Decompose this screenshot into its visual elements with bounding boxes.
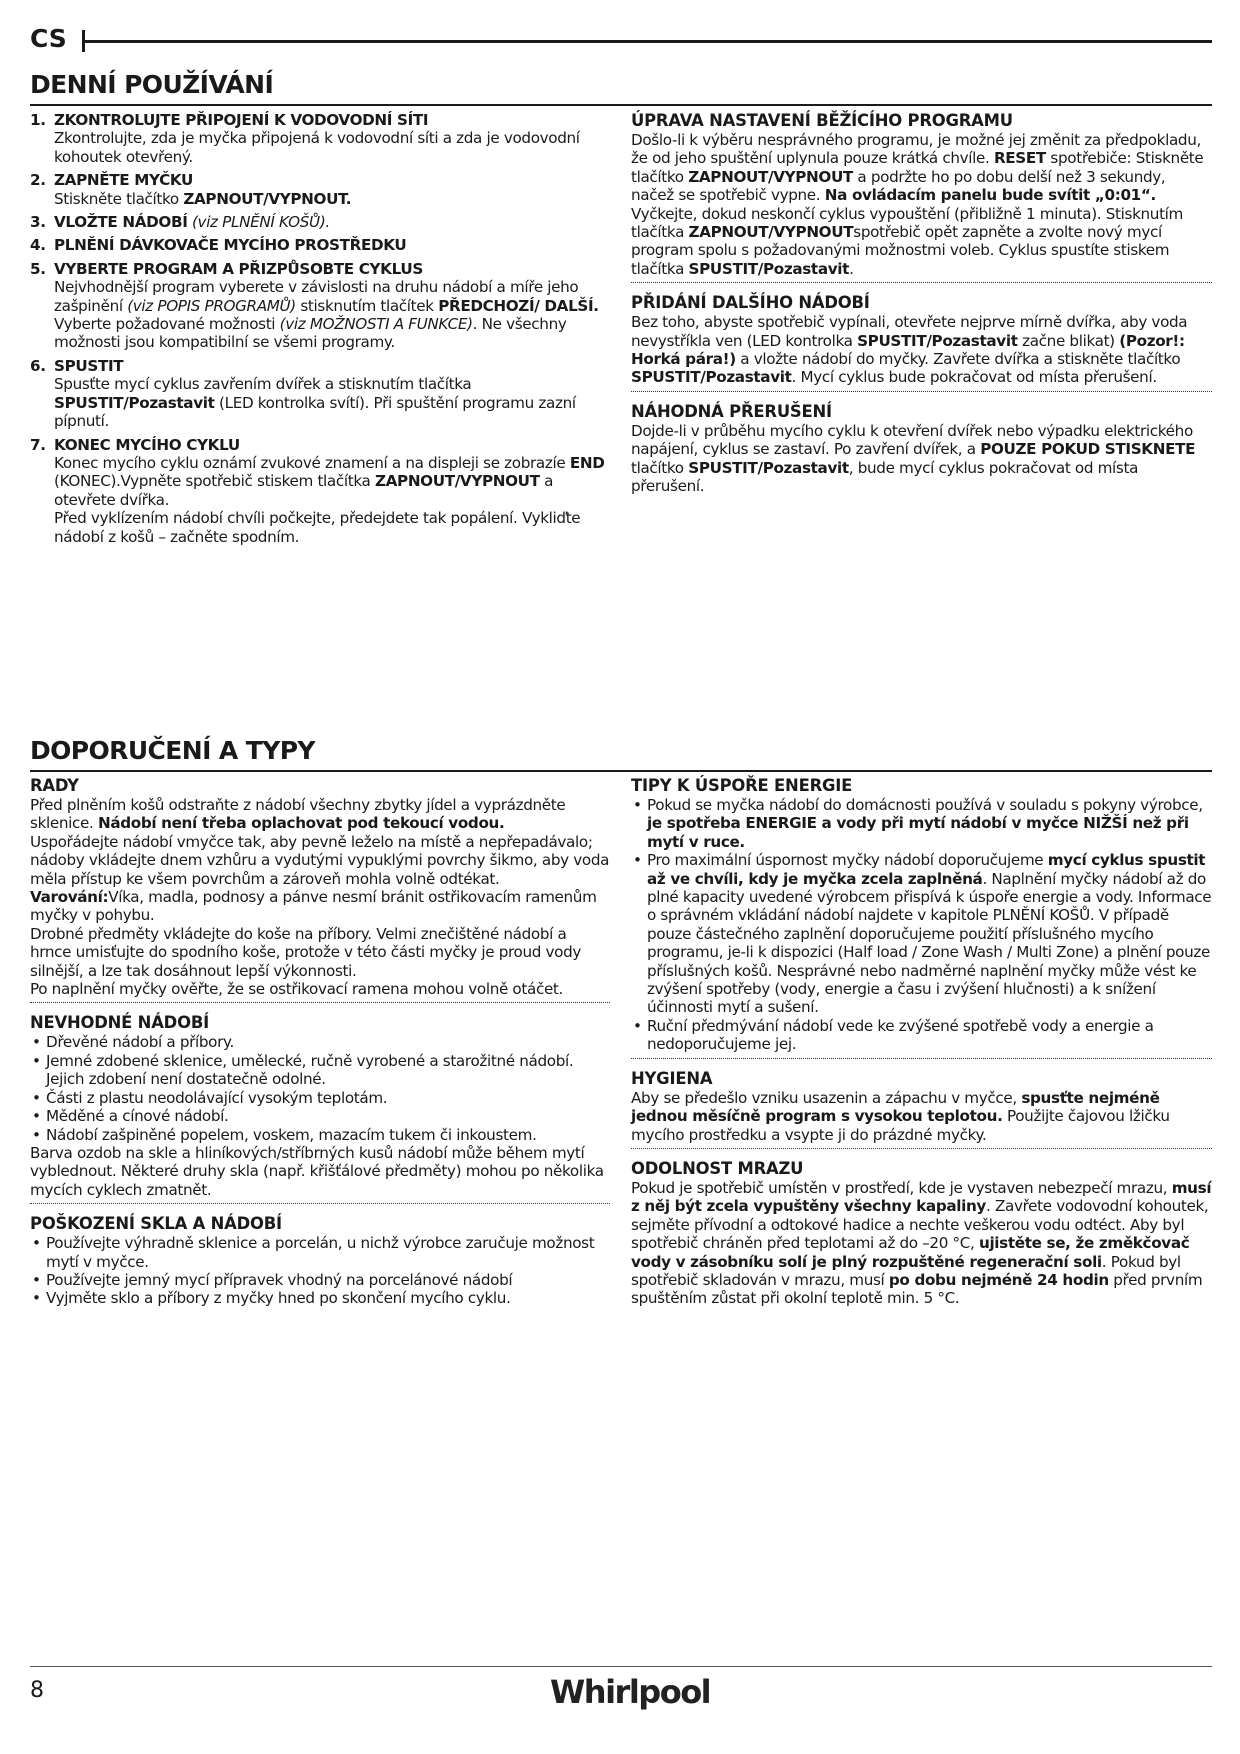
unsuitable-section: NEVHODNÉ NÁDOBÍ • Dřevěné nádobí a příbory. • Jemné zdobené sklenice, umělecké, ručně vyrobené a starožitné nádobí. Jejich zdobení není dostatečně odolné. • Části z plastu neodolávající vysokým teplotám. • Měděné a cínové nádobí. • Nádobí zašpiněné popelem, voskem, mazacím tukem či inkoustem. Barva ozdob na skle a hliníkových/stříbrných kusů nádobí může během mytí vyblednout. Některé druhy skla (např. křišťálové předměty) mohou po několika mycích cyklech zmatnět.: [30, 1013, 610, 1199]
tips-left-column: [30, 776, 610, 1308]
dotted-separator: [30, 1203, 610, 1204]
brand-logo: Whirlpool: [550, 1673, 711, 1711]
header-rule: [84, 40, 1212, 43]
list-item: • Pro maximální úspornost myčky nádobí doporučujeme mycí cyklus spustit až ve chvíli, kdy je myčka zcela zaplněná. Naplnění myčky nádobí až do plné kapacity uvedené výrobcem přispívá k úspoře energie a vody. Informace o správném vkládání nádobí najdete v kapitole PLNĚNÍ KOŠŮ. V případě pouze částečného zaplnění doporučujeme použití příslušného mycího programu, je-li k dispozici (Half load / Zone Wash / Multi Zone) a plnění pouze příslušných košů. Nesprávné nebo nadměrné naplnění myčky může vést ke zvýšení spotřeby (vody, energie a času i zvýšení hlučnosti) a k snížení účinnosti mytí a sušení.: [631, 851, 1212, 1017]
section-rule: [30, 104, 1212, 106]
damage-section: [30, 1214, 610, 1308]
advice-title: RADY: [30, 776, 79, 795]
section-title-tips: DOPORUČENÍ A TYPY: [30, 736, 315, 765]
step-4: 4. PLNĚNÍ DÁVKOVAČE MYCÍHO PROSTŘEDKU: [30, 236, 407, 255]
list-item: • Pokud se myčka nádobí do domácnosti používá v souladu s pokyny výrobce, je spotřeba ENERGIE a vody při mytí nádobí v myčce NIŽŠÍ než při mytí v ruce.: [631, 796, 1212, 851]
frost-section: ODOLNOST MRAZU Pokud je spotřebič umístěn v prostředí, kde je vystaven nebezpečí mrazu, musí z něj být zcela vypuštěny všechny kapaliny. Zavřete vodovodní kohoutek, sejměte přívodní a odtokové hadice a nechte veškerou vodu odtéct. Aby byl spotřebič chráněn před teplotami až do –20 °C, ujistěte se, že změkčovač vody v zásobníku solí je plný rozpuštěné regenerační soli. Pokud byl spotřebič skladován v mrazu, musí po dobu nejméně 24 hodin před prvním spuštěním zůstat při okolní teplotě min. 5 °C.: [631, 1158, 1212, 1308]
step-2: 2. ZAPNĚTE MYČKU Stiskněte tlačítko ZAPNOUT/VYPNOUT.: [30, 171, 352, 208]
energy-section: [631, 776, 1212, 1054]
hygiene-title: HYGIENA: [631, 1068, 713, 1088]
frost-title: ODOLNOST MRAZU: [631, 1158, 804, 1178]
interruptions-section: [631, 402, 1212, 496]
list-item: • Ruční předmývání nádobí vede ke zvýšené spotřebě vody a energie a nedoporučujeme jej.: [631, 1017, 1212, 1054]
daily-use-steps: [30, 111, 610, 551]
energy-title: TIPY K ÚSPOŘE ENERGIE: [631, 776, 853, 795]
step-6: 6. SPUSTIT Spusťte mycí cyklus zavřením dvířek a stisknutím tlačítka SPUSTIT/Pozastavit (LED kontrolka svítí). Při spuštění programu zazní pípnutí.: [30, 356, 576, 431]
section-title-daily-use: DENNÍ POUŽÍVÁNÍ: [30, 70, 274, 99]
running-program-title: ÚPRAVA NASTAVENÍ BĚŽÍCÍHO PROGRAMU: [631, 111, 1013, 130]
page-number: 8: [30, 1678, 44, 1703]
dotted-separator: [631, 1148, 1212, 1149]
language-code: CS: [30, 24, 67, 53]
running-program-text: Došlo-li k výběru nesprávného programu, je možné jej změnit za předpokladu, že od jeho spuštění uplynula pouze krátká chvíle. RESET spotřebiče: Stiskněte tlačítko ZAPNOUT/VYPNOUT a podržte ho po dobu delší než 3 sekundy, načež se spotřebič vypne. Na ovládacím panelu bude svítit „0:01“. Vyčkejte, dokud neskončí cyklus vypouštění (přibližně 1 minuta). Stisknutím tlačítka ZAPNOUT/VYPNOUTspotřebič opět zapněte a zvolte nový mycí program spolu s požadovanými možnostmi voleb. Cyklus spustíte stiskem tlačítka SPUSTIT/Pozastavit.: [631, 131, 1204, 278]
dotted-separator: [631, 391, 1212, 392]
dotted-separator: [631, 282, 1212, 283]
dotted-separator: [30, 1002, 610, 1003]
daily-use-right-column: [631, 111, 1212, 496]
dotted-separator: [631, 1058, 1212, 1059]
add-dishes-section: [631, 293, 1212, 387]
list-item: • Dřevěné nádobí a příbory.: [30, 1033, 610, 1051]
section-rule: [30, 770, 1212, 772]
interruptions-text: Dojde-li v průběhu mycího cyklu k otevření dvířek nebo výpadku elektrického napájení, cyklus se zastaví. Po zavření dvířek, a POUZE POKUD STISKNETE tlačítko SPUSTIT/Pozastavit, bude mycí cyklus pokračovat od místa přerušení.: [631, 421, 1196, 496]
list-item: • Měděné a cínové nádobí.: [30, 1107, 610, 1125]
footer-rule: [30, 1666, 1212, 1667]
list-item: • Používejte výhradně sklenice a porcelán, u nichž výrobce zaručuje možnost mytí v myčce.: [30, 1234, 610, 1271]
step-5: 5. VYBERTE PROGRAM A PŘIZPŮSOBTE CYKLUS Nejvhodnější program vyberete v závislosti na druhu nádobí a míře jeho zašpinění (viz POPIS PROGRAMŮ) stisknutím tlačítek PŘEDCHOZÍ/ DALŠÍ. Vyberte požadované možnosti (viz MOŽNOSTI A FUNKCE). Ne všechny možnosti jsou kompatibilní se všemi programy.: [30, 259, 599, 352]
step-7: 7. KONEC MYCÍHO CYKLU Konec mycího cyklu oznámí zvukové znamení a na displeji se zobrazíe END (KONEC).Vypněte spotřebič stiskem tlačítka ZAPNOUT/VYPNOUT a otevřete dvířka. Před vyklízením nádobí chvíli počkejte, předejdete tak popálení. Vykliďte nádobí z košů – začněte spodním.: [30, 435, 605, 546]
damage-title: POŠKOZENÍ SKLA A NÁDOBÍ: [30, 1214, 282, 1234]
advice-section: RADY Před plněním košů odstraňte z nádobí všechny zbytky jídel a vyprázdněte sklenice. Nádobí není třeba oplachovat pod tekoucí vodou. Uspořádejte nádobí vmyčce tak, aby pevně leželo na místě a nepřepadávalo; nádoby vkládejte dnem vzhůru a vydutými vypuklými povrchy šikmo, aby voda měla přístup ke všem povrchům a zároveň mohla volně odtékat. Varování:Víka, madla, podnosy a pánve nesmí bránit ostřikovacím ramenům myčky v pohybu. Drobné předměty vkládejte do koše na příbory. Velmi znečištěné nádobí a hrnce umisťujte do spodního koše, protože v této části myčky je proud vody silnější, a lze tak dosáhnout lepší výkonnosti. Po naplnění myčky ověřte, že se ostřikovací ramena mohou volně otáčet.: [30, 776, 610, 999]
interruptions-title: NÁHODNÁ PŘERUŠENÍ: [631, 401, 832, 421]
running-program-section: [631, 111, 1212, 278]
step-3: 3. VLOŽTE NÁDOBÍ (viz PLNĚNÍ KOŠŮ).: [30, 213, 330, 232]
list-item: • Používejte jemný mycí přípravek vhodný na porcelánové nádobí: [30, 1271, 610, 1289]
add-dishes-title: PŘIDÁNÍ DALŠÍHO NÁDOBÍ: [631, 293, 870, 313]
unsuitable-title: NEVHODNÉ NÁDOBÍ: [30, 1013, 210, 1033]
step-1: 1. ZKONTROLUJTE PŘIPOJENÍ K VODOVODNÍ SÍTI Zkontrolujte, zda je myčka připojená k vodovodní síti a zda je vodovodní kohoutek otevřený.: [30, 111, 580, 166]
tips-right-column: [631, 776, 1212, 1308]
list-item: • Jemné zdobené sklenice, umělecké, ručně vyrobené a starožitné nádobí. Jejich zdobení není dostatečně odolné.: [30, 1052, 610, 1089]
add-dishes-text: Bez toho, abyste spotřebič vypínali, otevřete nejprve mírně dvířka, aby voda nevystříkla ven (LED kontrolka SPUSTIT/Pozastavit začne blikat) (Pozor!: Horká pára!) a vložte nádobí do myčky. Zavřete dvířka a stiskněte tlačítko SPUSTIT/Pozastavit. Mycí cyklus bude pokračovat od místa přerušení.: [631, 313, 1188, 387]
list-item: • Vyjměte sklo a příbory z myčky hned po skončení mycího cyklu.: [30, 1289, 610, 1307]
hygiene-section: HYGIENA Aby se předešlo vzniku usazenin a zápachu v myčce, spusťte nejméně jednou měsíčně program s vysokou teplotou. Použijte čajovou lžičku mycího prostředku a vsypte ji do prázdné myčky.: [631, 1069, 1212, 1144]
list-item: • Části z plastu neodolávající vysokým teplotám.: [30, 1089, 610, 1107]
list-item: • Nádobí zašpiněné popelem, voskem, mazacím tukem či inkoustem.: [30, 1126, 610, 1144]
